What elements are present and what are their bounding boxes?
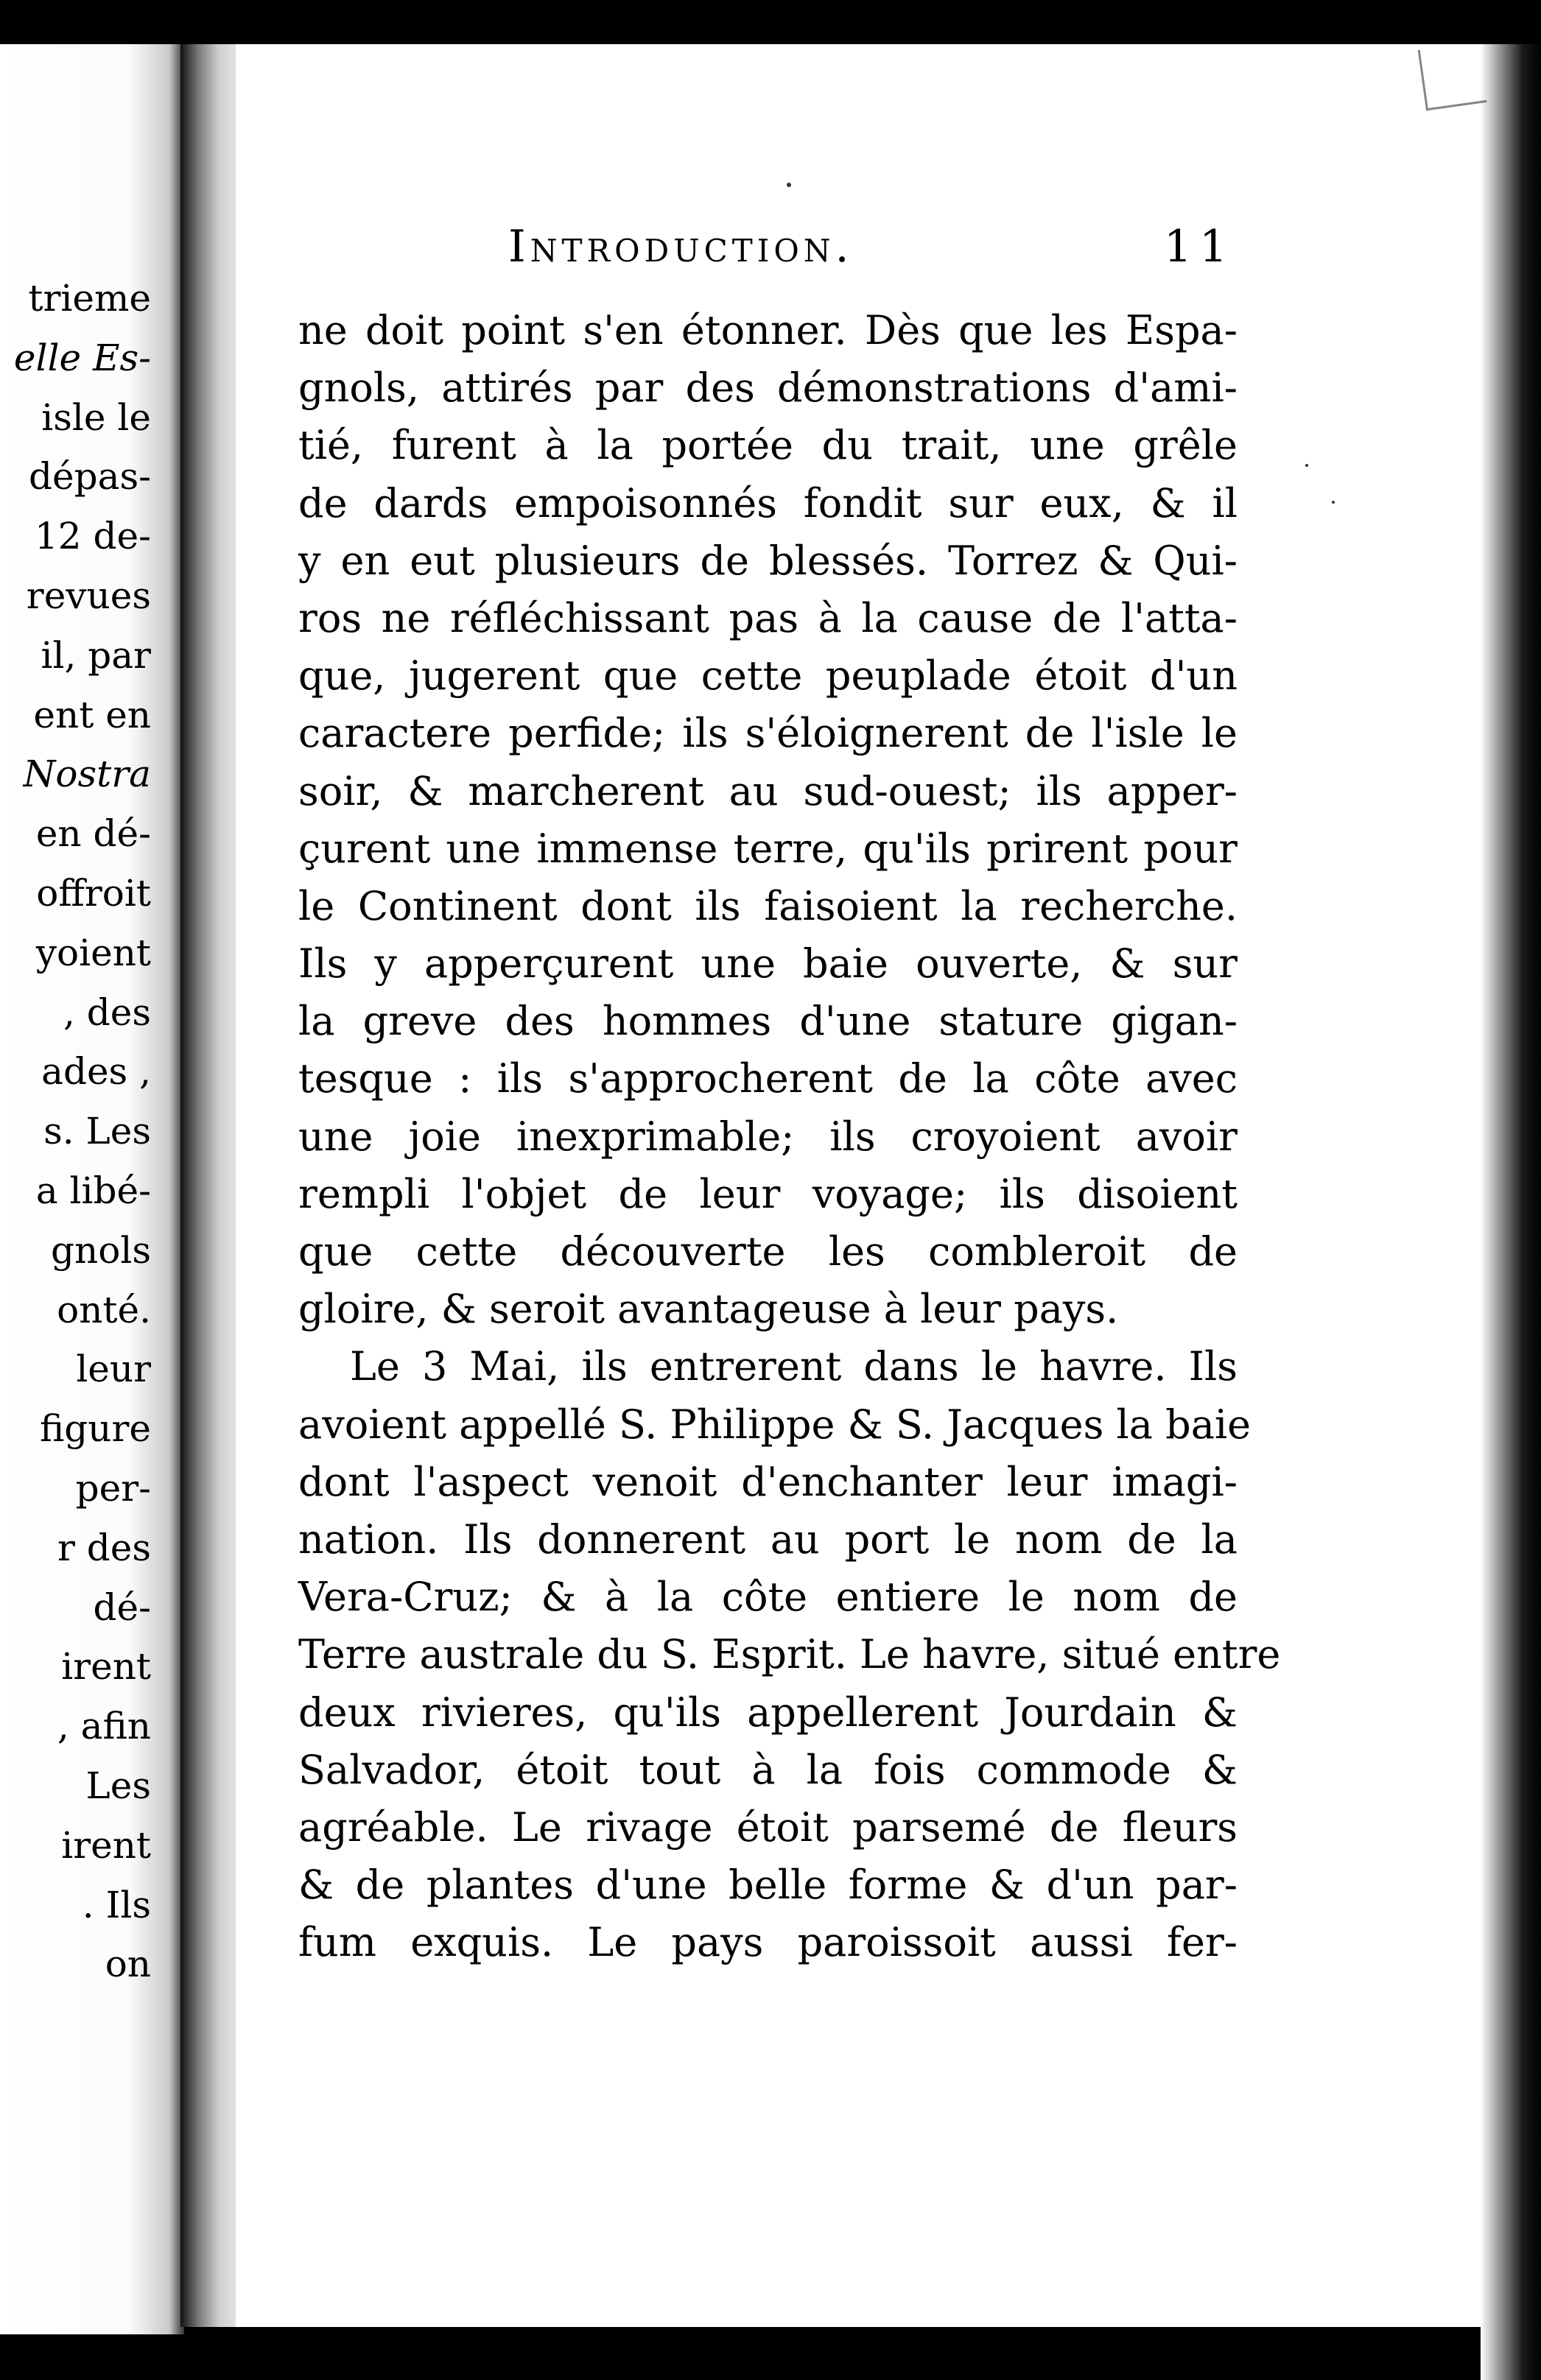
facing-line: , des	[63, 990, 151, 1034]
text-line: çurent une immense terre, qu'ils prirent pour	[298, 825, 1238, 872]
facing-line: elle Es-	[13, 336, 151, 379]
facing-line: a libé-	[35, 1169, 151, 1212]
facing-line: en dé-	[35, 812, 151, 856]
text-line: nation. Ils donnerent au port le nom de la	[298, 1515, 1238, 1563]
text-line: & de plantes d'une belle forme & d'un par-	[298, 1862, 1238, 1909]
facing-line: isle le	[41, 395, 151, 439]
text-line: tié, furent à la portée du trait, une grêle	[298, 422, 1238, 469]
facing-line: , afin	[57, 1705, 151, 1748]
text-line: de dards empoisonnés fondit sur eux, & il	[298, 479, 1238, 527]
text-line: Salvador, étoit tout à la fois commode &	[298, 1746, 1238, 1793]
body-text	[298, 302, 1281, 1971]
page-number: 11	[1164, 221, 1235, 272]
text-line: la greve des hommes d'une stature gigan-	[298, 998, 1238, 1045]
facing-line: dépas-	[29, 455, 151, 499]
running-header	[508, 221, 1245, 272]
text-line: tesque : ils s'approcherent de la côte avec	[298, 1055, 1238, 1102]
facing-line: figure	[39, 1407, 151, 1451]
facing-line: yoient	[35, 931, 151, 974]
facing-page-left	[0, 44, 184, 2334]
text-line: caractere perfide; ils s'éloignerent de l'isle le	[298, 710, 1238, 757]
text-line: que, jugerent que cette peuplade étoit d'un	[298, 652, 1238, 700]
text-line: agréable. Le rivage étoit parsemé de fleurs	[298, 1803, 1238, 1851]
text-line: Terre australe du S. Esprit. Le havre, situé entre	[298, 1631, 1281, 1678]
text-line: rempli l'objet de leur voyage; ils disoient	[298, 1170, 1238, 1217]
facing-line: irent	[61, 1823, 151, 1867]
facing-line: ades ,	[41, 1050, 151, 1094]
facing-line: Nostra	[23, 753, 151, 796]
text-line: fum exquis. Le pays paroissoit aussi fer-	[298, 1919, 1238, 1966]
facing-line: irent	[61, 1645, 151, 1689]
facing-line: ent en	[33, 693, 151, 736]
facing-line: trieme	[28, 277, 151, 320]
text-line: une joie inexprimable; ils croyoient avoir	[298, 1113, 1238, 1160]
text-line: ros ne réfléchissant pas à la cause de l'atta-	[298, 594, 1238, 641]
text-line: le Continent dont ils faisoient la recherche.	[298, 882, 1238, 929]
facing-line: gnols	[51, 1228, 151, 1272]
text-line: gloire, & seroit avantageuse à leur pays.	[298, 1286, 1119, 1333]
text-line: Vera-Cruz; & à la côte entiere le nom de	[298, 1574, 1238, 1621]
text-line: gnols, attirés par des démonstrations d'ami-	[298, 365, 1238, 412]
text-line: Le 3 Mai, ils entrerent dans le havre. Ils	[350, 1343, 1238, 1390]
text-line: dont l'aspect venoit d'enchanter leur imagi-	[298, 1458, 1238, 1505]
text-line: avoient appellé S. Philippe & S. Jacques la baie	[298, 1401, 1252, 1448]
facing-line: il, par	[41, 633, 151, 677]
torn-corner-mark	[1418, 42, 1487, 111]
facing-line: s. Les	[43, 1110, 151, 1153]
facing-page-text	[0, 269, 151, 1994]
page-edge-shadow	[1481, 44, 1541, 2380]
facing-line: offroit	[36, 871, 151, 915]
text-line: ne doit point s'en étonner. Dès que les Espa-	[298, 307, 1238, 353]
running-title: Introduction.	[508, 221, 854, 272]
facing-line: dé-	[93, 1585, 151, 1629]
text-line: soir, & marcherent au sud-ouest; ils apper-	[298, 767, 1238, 814]
facing-line: leur	[76, 1348, 151, 1391]
facing-line: revues	[26, 574, 151, 617]
facing-line: r des	[57, 1526, 151, 1569]
facing-line: . Ils	[82, 1883, 151, 1926]
facing-line: Les	[85, 1764, 151, 1807]
text-line: Ils y apperçurent une baie ouverte, & sur	[298, 940, 1238, 987]
facing-line: on	[105, 1943, 151, 1986]
facing-line: onté.	[57, 1288, 151, 1331]
text-line: que cette découverte les combleroit de	[298, 1228, 1238, 1275]
facing-line: 12 de-	[34, 515, 151, 558]
facing-line: per-	[75, 1466, 151, 1510]
text-line: deux rivieres, qu'ils appellerent Jourdain &	[298, 1689, 1238, 1736]
text-line: y en eut plusieurs de blessés. Torrez & Qui-	[298, 537, 1238, 584]
